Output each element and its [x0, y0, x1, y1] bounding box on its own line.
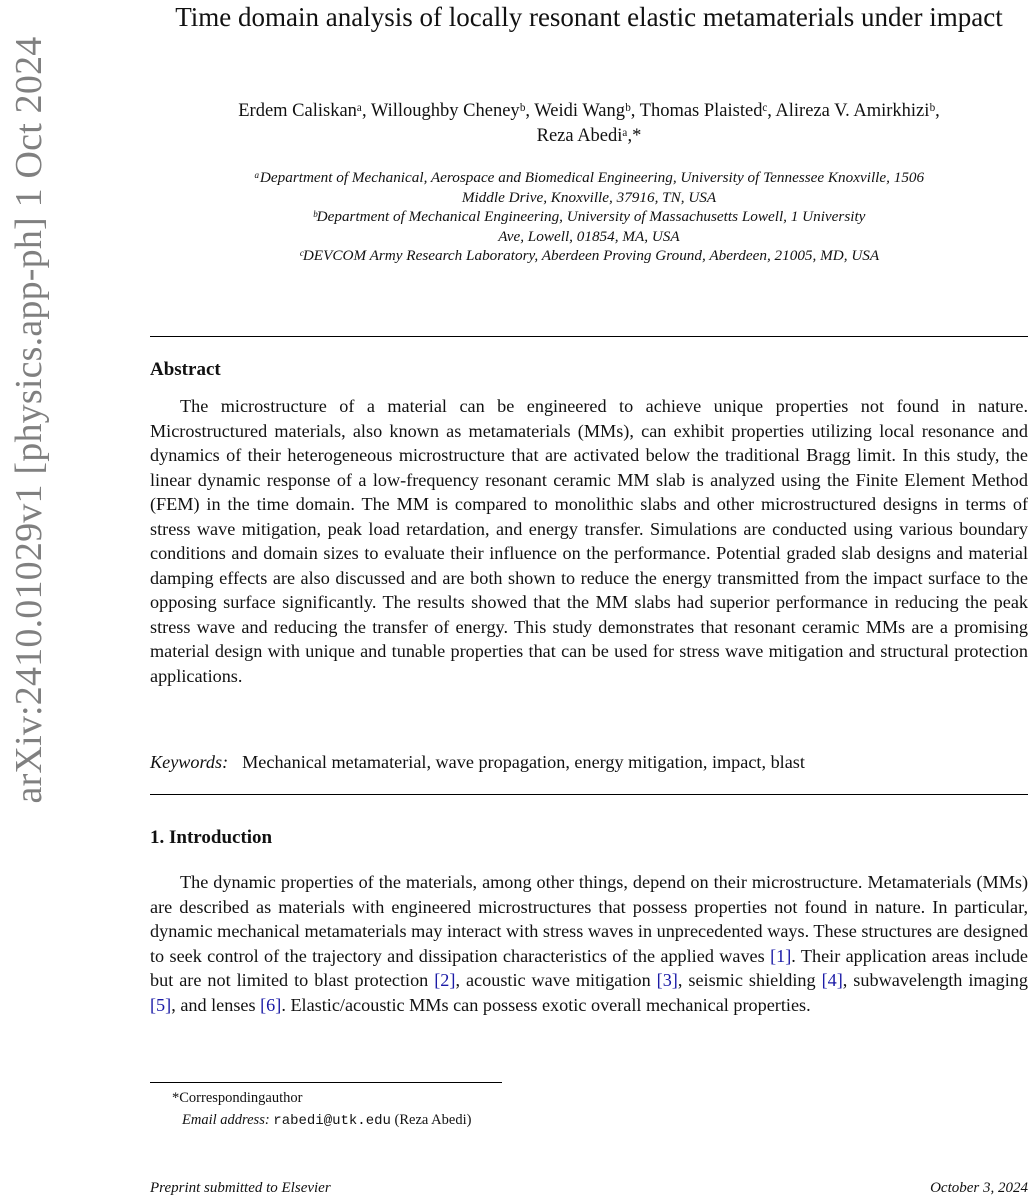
- keywords-label: Keywords:: [150, 752, 229, 772]
- author-list: [150, 99, 1028, 149]
- citation-5[interactable]: [5]: [150, 994, 172, 1015]
- affiliation-b: ᵇDepartment of Mechanical Engineering, University of Massachusetts Lowell, 1 University Ave, Lowell, 01854, MA, USA: [312, 208, 866, 245]
- author-line-2: Reza Abediᵃ,*: [536, 126, 642, 146]
- footer-date: October 3, 2024: [930, 1180, 1028, 1196]
- keywords-text: Mechanical metamaterial, wave propagation, energy mitigation, impact, blast: [242, 752, 805, 772]
- email-owner: (Reza Abedi): [394, 1112, 472, 1128]
- citation-6[interactable]: [6]: [260, 994, 282, 1015]
- intro-text: . Elastic/acoustic MMs can possess exotic overall mechanical properties.: [281, 994, 811, 1015]
- footer-preprint-note: Preprint submitted to Elsevier: [150, 1180, 331, 1196]
- citation-4[interactable]: [4]: [821, 970, 843, 990]
- citation-1[interactable]: [1]: [770, 945, 792, 966]
- affiliation-c: ᶜDEVCOM Army Research Laboratory, Aberdeen Proving Ground, Aberdeen, 21005, MD, USA: [298, 247, 880, 264]
- intro-text: , acoustic wave mitigation: [455, 970, 657, 990]
- author-line-1: Erdem Caliskanᵃ, Willoughby Cheneyᵇ, Weidi Wangᵇ, Thomas Plaistedᶜ, Alireza V. Amirkhiziᵇ,: [238, 101, 940, 121]
- intro-text: , and lenses: [171, 994, 261, 1015]
- abstract-heading: Abstract: [150, 359, 221, 380]
- introduction-body: [150, 870, 1028, 1017]
- arxiv-identifier: arXiv:2410.01029v1 [physics.app-ph] 1 Oct 2024: [8, 36, 50, 804]
- intro-text: . Their application areas include but are not limited to blast protection: [150, 945, 1028, 990]
- email-label: Email address:: [182, 1112, 270, 1128]
- abstract-bottom-rule: [150, 794, 1028, 795]
- email-address[interactable]: rabedi@utk.edu: [273, 1113, 391, 1129]
- footnote-rule: [150, 1082, 502, 1083]
- citation-2[interactable]: [2]: [434, 970, 456, 990]
- paper-title: Time domain analysis of locally resonant elastic metamaterials under impact: [175, 2, 1003, 32]
- footnote: [172, 1087, 471, 1132]
- abstract-top-rule: [150, 336, 1028, 337]
- introduction-heading: 1. Introduction: [150, 827, 273, 848]
- citation-3[interactable]: [3]: [656, 970, 678, 990]
- arxiv-sidebar: [0, 0, 58, 1200]
- intro-text: , seismic shielding: [677, 970, 822, 990]
- affiliation-list: [150, 168, 1028, 266]
- affiliation-a: ᵃDepartment of Mechanical, Aerospace and Biomedical Engineering, University of Tennessee Knoxville, 1506 Middle Drive, Knoxville, 37916, TN, USA: [253, 169, 925, 206]
- keywords: [150, 752, 1028, 773]
- intro-text: , subwavelength imaging: [842, 970, 1028, 990]
- email-line: [172, 1109, 471, 1132]
- intro-text: The dynamic properties of the materials, among other things, depend on their microstructure. Metamaterials (MMs) are described as materials with engineered microstructures that possess properties not found in nature. In particular, dynamic mechanical metamaterials may interact with stress waves in unprecedented ways. These structures are designed to seek control of the trajectory and dissipation characteristics of the applied waves: [150, 872, 1028, 966]
- abstract-body: The microstructure of a material can be engineered to achieve unique properties not found in nature. Microstructured materials, also known as metamaterials (MMs), can exhibit properties utilizing local resonance and dynamics of their heterogeneous microstructure that are activated below the traditional Bragg limit. In this study, the linear dynamic response of a low-frequency resonant ceramic MM slab is analyzed using the Finite Element Method (FEM) in the time domain. The MM is compared to monolithic slabs and other microstructured designs in terms of stress wave mitigation, peak load retardation, and energy transfer. Simulations are conducted using various boundary conditions and domain sizes to evaluate their influence on the performance. Potential graded slab designs and material damping effects are also discussed and are both shown to reduce the energy transmitted from the impact surface to the opposing surface significantly. The results showed that the MM slabs had superior performance in reducing the peak stress wave and reducing the transfer of energy. This study demonstrates that resonant ceramic MMs are a promising material design with unique and tunable properties that can be used for stress wave mitigation and structural protection applications.: [150, 396, 1028, 686]
- corresponding-author-note: *Correspondingauthor: [172, 1090, 303, 1106]
